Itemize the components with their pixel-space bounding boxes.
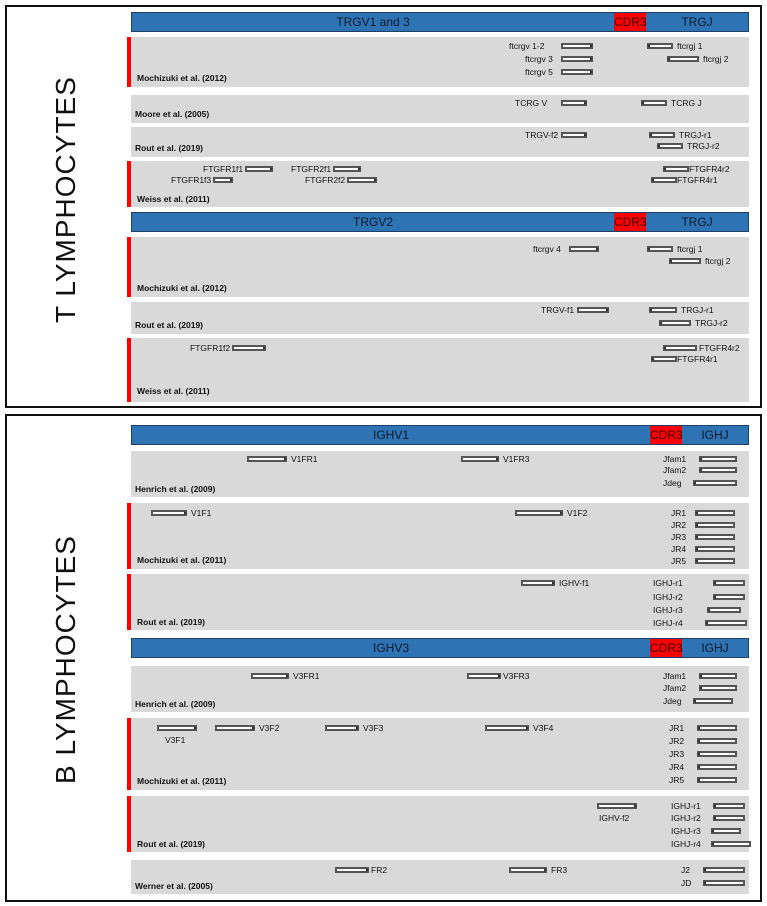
primer <box>541 302 621 318</box>
primer-arrow <box>707 607 741 613</box>
cdr3-label: CDR3 <box>614 15 647 29</box>
primer-arrow <box>695 534 735 540</box>
primer-arrow <box>569 246 599 252</box>
citation: Rout et al. (2019) <box>137 839 206 849</box>
primer-arrow <box>561 132 587 138</box>
primer-arrow <box>651 177 677 183</box>
primer-label: IGHJ-r2 <box>671 813 701 823</box>
primer-label: JR4 <box>669 762 685 772</box>
panel-mochizuki-2011 <box>127 503 749 569</box>
primer-label: TCRG V <box>515 98 548 108</box>
v-region-label: TRGV1 and 3 <box>336 15 410 29</box>
primer-arrow <box>335 867 369 873</box>
primer-label: V3F3 <box>363 723 384 733</box>
primer-arrow <box>647 43 673 49</box>
panel-moore-2005 <box>131 95 749 123</box>
panel-mochizuki-2011 <box>127 718 749 790</box>
primer-arrow <box>713 594 745 600</box>
primer <box>657 315 747 331</box>
primer-label: V1FR3 <box>503 454 530 464</box>
primer-arrow <box>659 320 691 326</box>
primer <box>507 862 597 878</box>
primer-label: TRGJ-r1 <box>681 305 714 315</box>
primer-label: JR3 <box>671 532 687 542</box>
primer <box>465 668 555 684</box>
primer-arrow <box>695 522 735 528</box>
primer <box>681 875 751 891</box>
v-region-label: TRGV2 <box>352 215 393 229</box>
primer <box>165 732 205 748</box>
primer-arrow <box>669 258 701 264</box>
primer-label: V3F2 <box>259 723 280 733</box>
header-ighv3 <box>131 638 749 658</box>
primer-label: TRGJ-r2 <box>687 141 720 151</box>
primer-arrow <box>699 673 737 679</box>
primer-label: JR2 <box>671 520 687 530</box>
citation: Henrich et al. (2009) <box>135 484 216 494</box>
primer-arrow <box>711 841 751 847</box>
primer-label: TRGJ-r2 <box>695 318 728 328</box>
primer-arrow <box>713 580 745 586</box>
panel-rout-2019 <box>131 302 749 334</box>
t-lymphocytes-title: T LYMPHOCYTES <box>50 76 81 324</box>
primer <box>665 51 755 67</box>
primer <box>149 505 239 521</box>
primer-label: FR2 <box>371 865 388 875</box>
primer <box>249 668 339 684</box>
panel-weiss-2011 <box>127 161 749 207</box>
primer-label: IGHJ-r2 <box>653 592 683 602</box>
primer-label: V3F4 <box>533 723 554 733</box>
primer <box>653 615 753 631</box>
primer <box>669 772 749 788</box>
primer-label: JR3 <box>669 749 685 759</box>
primer-label: JR2 <box>669 736 685 746</box>
primer-label: V1F1 <box>191 508 212 518</box>
primer-arrow <box>693 480 737 486</box>
primer-label: FTGFR1f2 <box>190 343 231 353</box>
primer-label: ftcrgv 1-2 <box>509 41 545 51</box>
primer-arrow <box>703 867 745 873</box>
primer-arrow <box>509 867 547 873</box>
cdr3-label: CDR3 <box>650 641 683 655</box>
primer-arrow <box>213 177 233 183</box>
primer-arrow <box>711 828 741 834</box>
j-region-label: TRGJ <box>681 215 713 229</box>
primer-arrow <box>667 56 699 62</box>
panel-mochizuki-2012 <box>127 237 749 297</box>
primer-label: Jdeg <box>663 478 682 488</box>
panel-rout-2019 <box>127 796 749 852</box>
primer-arrow <box>705 620 747 626</box>
primer-arrow <box>713 803 745 809</box>
primer-label: Jdeg <box>663 696 682 706</box>
primer <box>519 575 609 591</box>
primer-label: FTGFR4r1 <box>677 354 718 364</box>
primer-label: ftcrgj 2 <box>703 54 729 64</box>
primer-arrow <box>251 673 289 679</box>
primer-arrow <box>713 815 745 821</box>
primer-arrow <box>703 880 745 886</box>
primer-label: JR1 <box>669 723 685 733</box>
primer-label: V3F1 <box>165 735 186 745</box>
primer <box>483 720 573 736</box>
primer-arrow <box>467 673 501 679</box>
primer-arrow <box>485 725 529 731</box>
primer-arrow <box>697 725 737 731</box>
primer-arrow <box>651 356 677 362</box>
primer-arrow <box>347 177 377 183</box>
primer-arrow <box>697 777 737 783</box>
citation: Mochizuki et al. (2011) <box>137 776 227 786</box>
primer-label: ftcrgj 1 <box>677 244 703 254</box>
primer-label: ftcrgv 3 <box>525 54 553 64</box>
j-region-label: IGHJ <box>701 641 729 655</box>
primer-arrow <box>641 100 667 106</box>
header-ighv1 <box>131 425 749 445</box>
primer <box>663 475 743 491</box>
primer <box>671 836 761 852</box>
primer <box>649 172 739 188</box>
primer-arrow <box>157 725 197 731</box>
primer <box>533 241 613 257</box>
b-lymphocytes-title: B LYMPHOCYTES <box>50 535 81 785</box>
panel-henrich-2009 <box>131 666 749 712</box>
citation: Weiss et al. (2011) <box>137 194 210 204</box>
primer-label: IGHJ-r1 <box>653 578 683 588</box>
primer-label: JR5 <box>669 775 685 785</box>
primer-label: FTGFR1f3 <box>171 175 212 185</box>
primer-label: FTGFR4r2 <box>689 164 730 174</box>
primer-arrow <box>649 307 677 313</box>
primer-arrow <box>215 725 255 731</box>
primer-label: ftcrgj 2 <box>705 256 731 266</box>
primer-label: ftcrgj 1 <box>677 41 703 51</box>
primer <box>171 172 251 188</box>
primer-label: FTGFR4r1 <box>677 175 718 185</box>
primer-arrow <box>647 246 673 252</box>
primer-arrow <box>577 307 609 313</box>
primer <box>667 253 757 269</box>
primer-arrow <box>561 69 593 75</box>
primer-label: IGHV-f2 <box>599 813 630 823</box>
primer-label: JR4 <box>671 544 687 554</box>
primer <box>515 95 595 111</box>
primer-arrow <box>461 456 499 462</box>
primer-arrow <box>597 803 637 809</box>
header-trgv1-3 <box>131 12 749 32</box>
primer <box>213 720 303 736</box>
primer-arrow <box>247 456 287 462</box>
primer-arrow <box>695 558 735 564</box>
primer-label: IGHJ-r3 <box>671 826 701 836</box>
cdr3-label: CDR3 <box>650 428 683 442</box>
primer-label: V3FR1 <box>293 671 320 681</box>
primer-label: FTGFR1f1 <box>203 164 244 174</box>
citation: Werner et al. (2005) <box>135 881 213 891</box>
primer-label: FTGFR2f2 <box>305 175 346 185</box>
primer-label: JR1 <box>671 508 687 518</box>
primer <box>333 862 423 878</box>
primer-arrow <box>151 510 187 516</box>
citation: Rout et al. (2019) <box>137 617 206 627</box>
primer-arrow <box>561 56 593 62</box>
header-trgv2 <box>131 212 749 232</box>
panel-werner-2005 <box>131 860 749 894</box>
primer <box>525 127 605 143</box>
panel-weiss-2011 <box>127 338 749 402</box>
j-region-label: TRGJ <box>681 15 713 29</box>
citation: Mochizuki et al. (2012) <box>137 73 227 83</box>
j-region-label: IGHJ <box>701 428 729 442</box>
primer-label: V3FR3 <box>503 671 530 681</box>
panel-rout-2019 <box>127 574 749 630</box>
primer-label: ftcrgv 5 <box>525 67 553 77</box>
v-region-label: IGHV3 <box>372 641 409 655</box>
citation: Mochizuki et al. (2012) <box>137 283 227 293</box>
primer-label: V1F2 <box>567 508 588 518</box>
primer-label: IGHJ-r4 <box>653 618 683 628</box>
primer-label: J2 <box>681 865 690 875</box>
primer-label: Jfam2 <box>663 465 687 475</box>
primer <box>245 451 335 467</box>
primer-label: TRGV-f2 <box>525 130 559 140</box>
primer-label: JR5 <box>671 556 687 566</box>
primer-arrow <box>697 751 737 757</box>
primer <box>513 505 603 521</box>
primer-label: JD <box>681 878 692 888</box>
primer <box>655 138 735 154</box>
citation: Weiss et al. (2011) <box>137 386 210 396</box>
primer <box>509 64 595 80</box>
primer-arrow <box>657 143 683 149</box>
citation: Henrich et al. (2009) <box>135 699 216 709</box>
primer-label: TRGV-f1 <box>541 305 575 315</box>
primer <box>599 810 649 826</box>
primer-label: IGHJ-r1 <box>671 801 701 811</box>
primer-arrow <box>699 467 737 473</box>
primer-arrow <box>515 510 563 516</box>
primer <box>459 451 549 467</box>
primer-label: TRGJ-r1 <box>679 130 712 140</box>
primer-label: IGHJ-r3 <box>653 605 683 615</box>
primer-label: Jfam1 <box>663 454 687 464</box>
citation: Rout et al. (2019) <box>135 320 204 330</box>
primer-arrow <box>561 100 587 106</box>
primer <box>649 351 739 367</box>
primer-label: Jfam2 <box>663 683 687 693</box>
primer <box>323 720 413 736</box>
panel-henrich-2009 <box>131 451 749 497</box>
primer-arrow <box>693 698 733 704</box>
primer <box>639 95 719 111</box>
primer <box>671 553 751 569</box>
primer-label: IGHJ-r4 <box>671 839 701 849</box>
citation: Mochizuki et al. (2011) <box>137 555 227 565</box>
primer-arrow <box>697 764 737 770</box>
cdr3-label: CDR3 <box>614 215 647 229</box>
panel-mochizuki-2012 <box>127 37 749 87</box>
primer-arrow <box>699 685 737 691</box>
primer-label: TCRG J <box>671 98 702 108</box>
primer <box>190 340 280 356</box>
primer-label: FTGFR2f1 <box>291 164 332 174</box>
primer-arrow <box>697 738 737 744</box>
primer-arrow <box>695 510 735 516</box>
primer-label: IGHV-f1 <box>559 578 590 588</box>
primer-arrow <box>561 43 593 49</box>
primer-label: FTGFR4r2 <box>699 343 740 353</box>
v-region-label: IGHV1 <box>372 428 409 442</box>
citation: Moore et al. (2005) <box>135 109 210 119</box>
primer-arrow <box>521 580 555 586</box>
citation: Rout et al. (2019) <box>135 143 204 153</box>
primer-label: Jfam1 <box>663 671 687 681</box>
primer-arrow <box>325 725 359 731</box>
primer <box>663 693 743 709</box>
primer <box>305 172 385 188</box>
primer-arrow <box>695 546 735 552</box>
primer-arrow <box>232 345 266 351</box>
panel-rout-2019 <box>131 127 749 157</box>
primer-label: ftcrgv 4 <box>533 244 561 254</box>
primer-label: V1FR1 <box>291 454 318 464</box>
primer-label: FR3 <box>551 865 568 875</box>
